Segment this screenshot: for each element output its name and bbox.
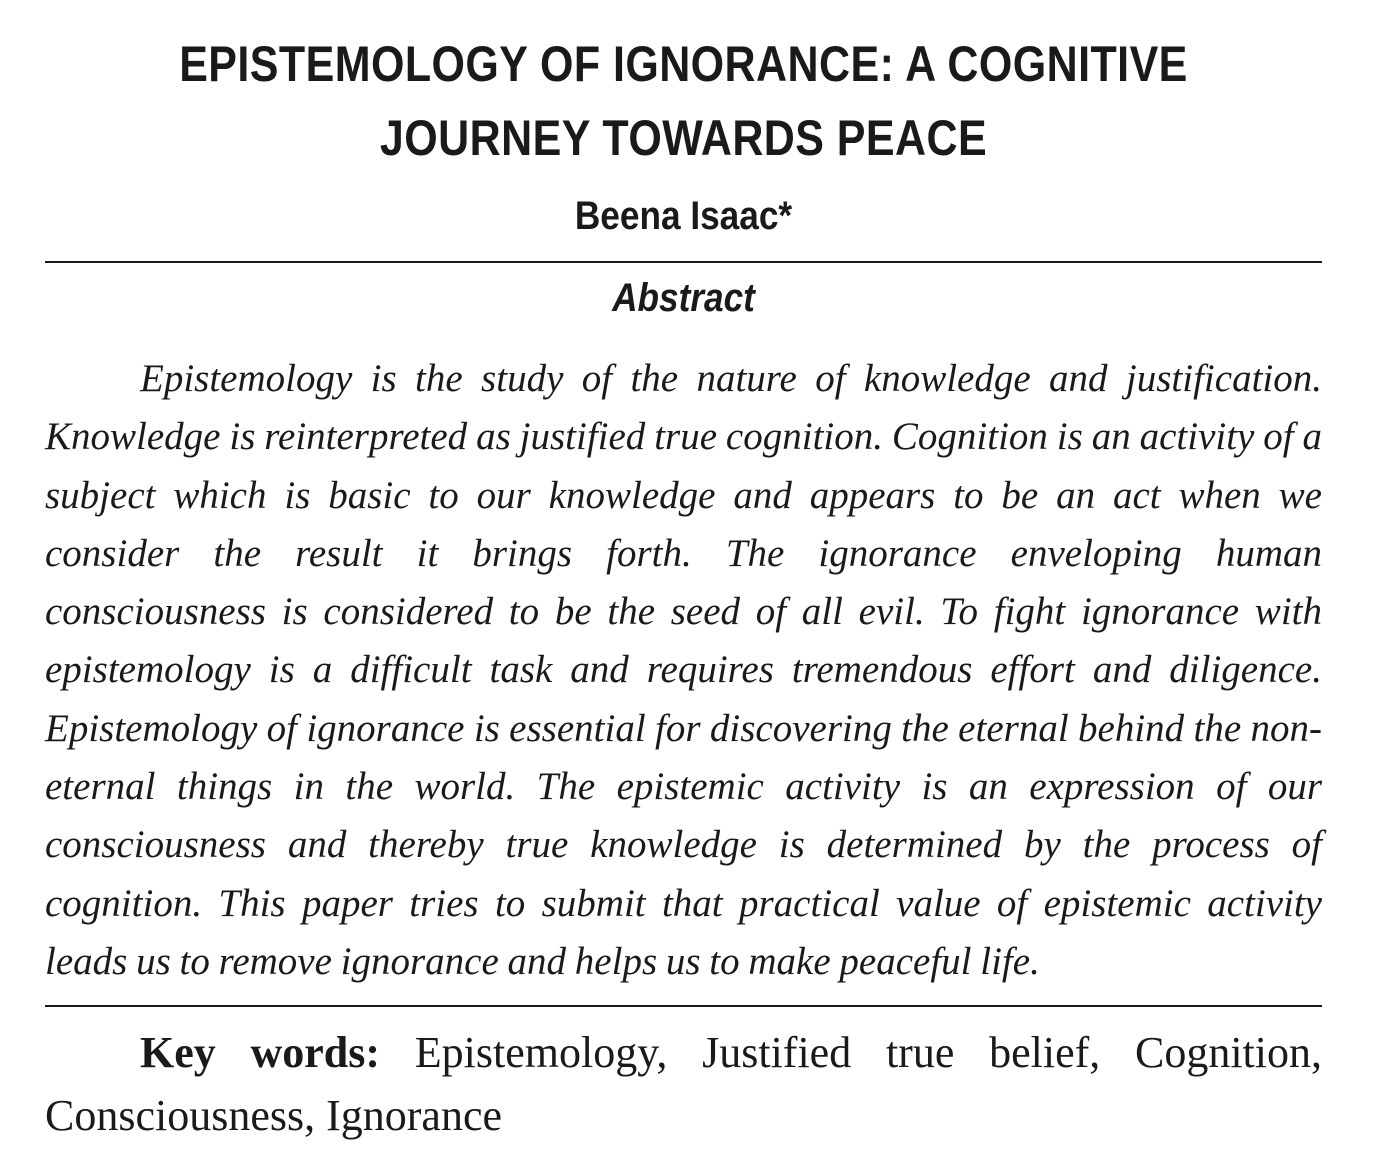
keywords-paragraph [45,1021,1322,1147]
divider-bottom [45,1005,1322,1007]
paper-title: EPISTEMOLOGY OF IGNORANCE: A COGNITIVE JOURNEY TOWARDS PEACE [179,36,1188,166]
keywords-label: Key words: [140,1028,381,1078]
abstract-heading: Abstract [612,276,755,320]
keywords-list: Epistemology, Justified true belief, Cognition, Consciousness, Ignorance [45,1028,1323,1141]
divider-top [45,261,1322,263]
paper-page [45,0,1322,1147]
abstract-body: Epistemology is the study of the nature of knowledge and justification. Knowledge is reinterpreted as justified true cognition. Cognition is an activity of a subject which is basic to our knowledge and appears to be an act when we consider the result it brings forth. The ignorance enveloping human consciousness is considered to be the seed of all evil. To fight ignorance with epistemology is a difficult task and requires tremendous effort and diligence. Epistemology of ignorance is essential for discovering the eternal behind the non-eternal things in the world. The epistemic activity is an expression of our consciousness and thereby true knowledge is determined by the process of cognition. This paper tries to submit that practical value of epistemic activity leads us to remove ignorance and helps us to make peaceful life. [45,357,1322,983]
author-name: Beena Isaac* [574,194,793,238]
